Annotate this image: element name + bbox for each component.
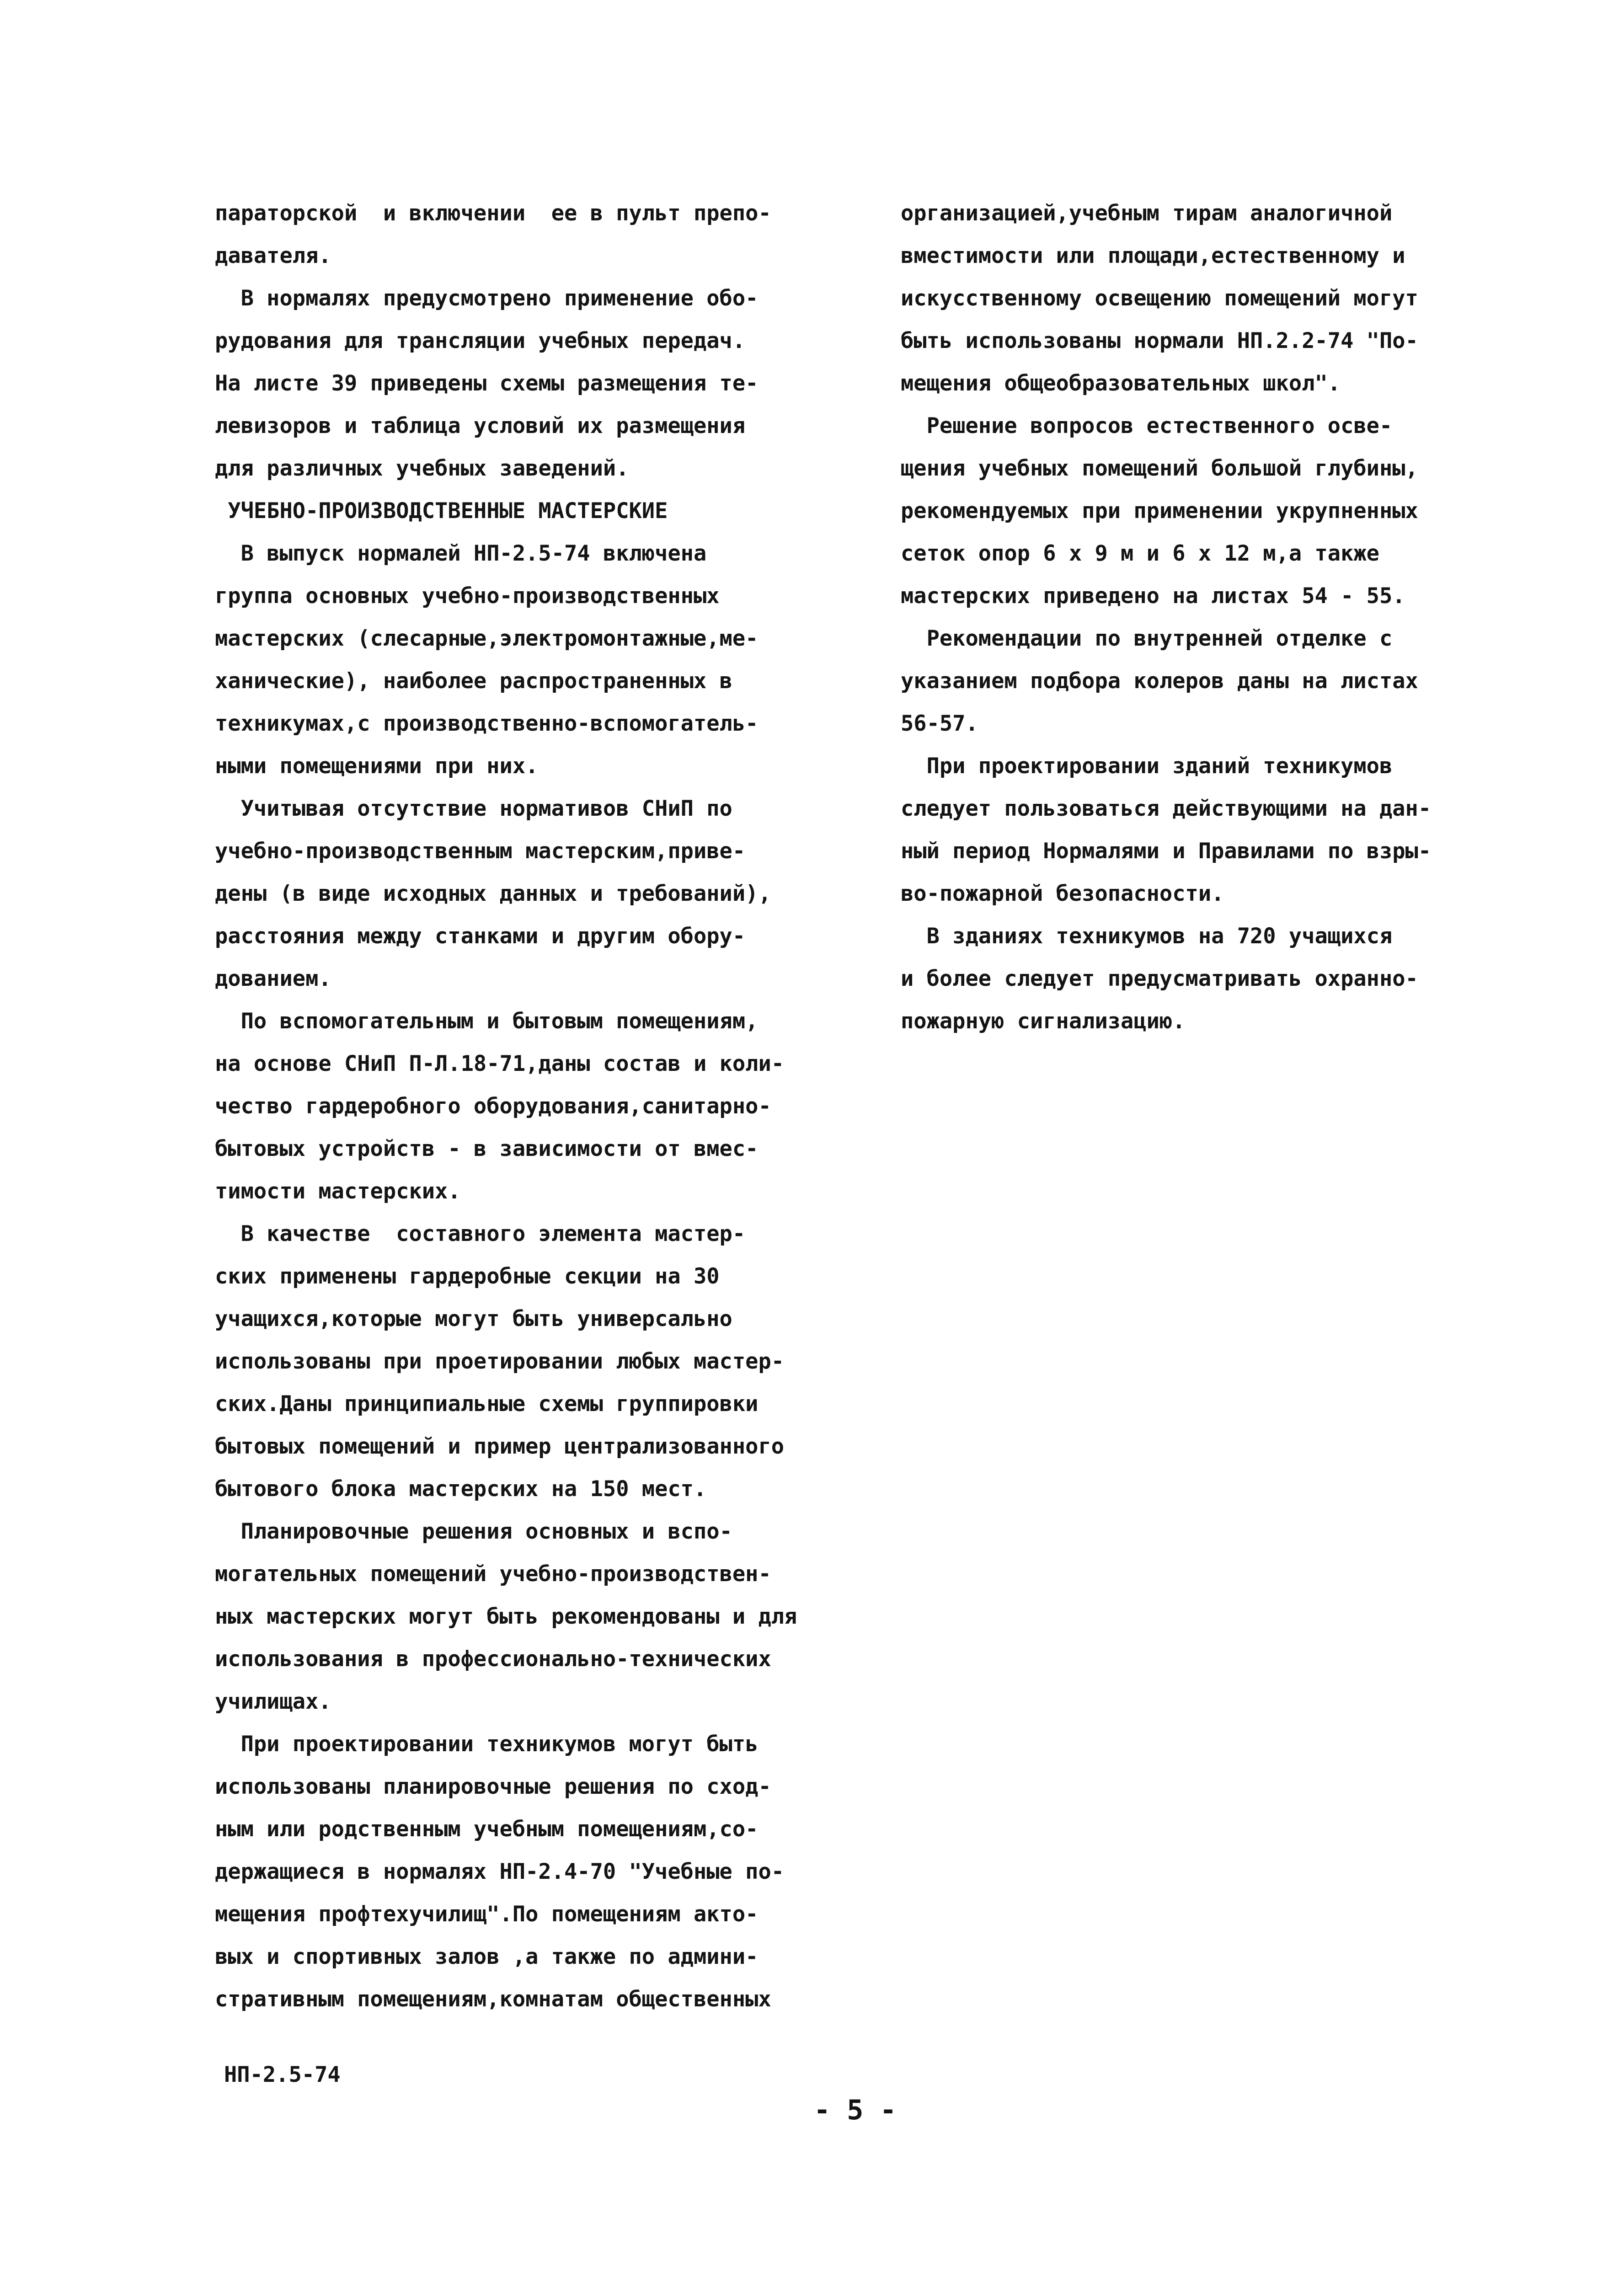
text-line: во-пожарной безопасности.	[901, 881, 1224, 906]
text-line: мастерских приведено на листах 54 - 55.	[901, 583, 1405, 609]
text-line: бытовых устройств - в зависимости от вмес-	[215, 1136, 759, 1161]
text-line: ханические), наиболее распространенных в	[215, 668, 732, 694]
text-line: пожарную сигнализацию.	[901, 1009, 1186, 1034]
text-line: мещения профтехучилищ".По помещениям акто-	[215, 1902, 759, 1927]
text-line: рудования для трансляции учебных передач.	[215, 328, 746, 353]
text-line: учащихся,которые могут быть универсально	[215, 1306, 732, 1331]
left-text-column	[215, 192, 823, 2021]
paragraph	[215, 490, 823, 532]
text-line: 56-57.	[901, 711, 978, 736]
text-line: дены (в виде исходных данных и требований),	[215, 881, 771, 906]
paragraph	[901, 405, 1431, 617]
text-line: указанием подбора колеров даны на листах	[901, 668, 1418, 694]
text-line: использования в профессионально-технических	[215, 1647, 771, 1672]
paragraph	[215, 1000, 823, 1213]
paragraph	[215, 1723, 823, 2021]
text-line: Учитывая отсутствие нормативов СНиП по	[215, 796, 732, 821]
paragraph	[215, 277, 823, 490]
text-line: быть использованы нормали НП.2.2-74 "По-	[901, 328, 1418, 353]
text-line: щения учебных помещений большой глубины,	[901, 456, 1418, 481]
text-line: для различных учебных заведений.	[215, 456, 629, 481]
text-line: стративным помещениям,комнатам общественных	[215, 1987, 771, 2012]
text-line: следует пользоваться действующими на дан-	[901, 796, 1432, 821]
text-line: техникумах,с производственно-вспомогатель-	[215, 711, 759, 736]
text-line: ных мастерских могут быть рекомендованы и для	[215, 1604, 797, 1629]
text-line: ских применены гардеробные секции на 30	[215, 1264, 720, 1289]
text-line: ными помещениями при них.	[215, 754, 539, 779]
text-line: параторской и включении ее в пульт препо-	[215, 201, 771, 226]
text-line: училищах.	[215, 1689, 331, 1714]
text-line: держащиеся в нормалях НП-2.4-70 "Учебные по-	[215, 1859, 785, 1884]
text-line: В качестве составного элемента мастер-	[215, 1221, 746, 1246]
page-number: - 5 -	[814, 2094, 897, 2126]
text-line: учебно-производственным мастерским,приве-	[215, 839, 746, 864]
text-line: вместимости или площади,естественному и	[901, 243, 1405, 268]
text-line: искусственному освещению помещений могут	[901, 286, 1418, 311]
text-line: ских.Даны принципиальные схемы группировки	[215, 1391, 759, 1417]
text-line: При проектировании техникумов могут быть	[215, 1732, 759, 1757]
paragraph	[215, 1213, 823, 1510]
text-line: Рекомендации по внутренней отделке с	[901, 626, 1393, 651]
text-line: По вспомогательным и бытовым помещениям,	[215, 1009, 759, 1034]
document-code: НП-2.5-74	[224, 2062, 341, 2087]
text-line: Решение вопросов естественного осве-	[901, 413, 1393, 438]
paragraph	[215, 1510, 823, 1723]
text-line: использованы планировочные решения по сход-	[215, 1774, 771, 1799]
paragraph	[901, 617, 1431, 745]
right-text-column	[901, 192, 1431, 1043]
text-line: левизоров и таблица условий их размещения	[215, 413, 746, 438]
text-line: и более следует предусматривать охранно-	[901, 966, 1418, 991]
paragraph	[901, 192, 1431, 405]
text-line: УЧЕБНО-ПРОИЗВОДСТВЕННЫЕ МАСТЕРСКИЕ	[215, 498, 668, 524]
text-line: группа основных учебно-производственных	[215, 583, 720, 609]
text-line: давателя.	[215, 243, 331, 268]
text-line: могательных помещений учебно-производствен-	[215, 1561, 771, 1587]
text-line: В зданиях техникумов на 720 учащихся	[901, 924, 1393, 949]
paragraph	[215, 787, 823, 1000]
text-line: В выпуск нормалей НП-2.5-74 включена	[215, 541, 707, 566]
text-line: тимости мастерских.	[215, 1179, 461, 1204]
text-line: На листе 39 приведены схемы размещения те-	[215, 371, 759, 396]
text-line: бытового блока мастерских на 150 мест.	[215, 1476, 707, 1502]
text-line: бытовых помещений и пример централизованного	[215, 1434, 785, 1459]
paragraph	[215, 192, 823, 277]
text-line: организацией,учебным тирам аналогичной	[901, 201, 1393, 226]
text-line: использованы при проетировании любых мастер-	[215, 1349, 785, 1374]
text-line: В нормалях предусмотрено применение обо-	[215, 286, 759, 311]
text-line: мастерских (слесарные,электромонтажные,ме-	[215, 626, 759, 651]
text-line: ный период Нормалями и Правилами по взры-	[901, 839, 1432, 864]
text-line: дованием.	[215, 966, 331, 991]
paragraph	[215, 532, 823, 787]
text-line: Планировочные решения основных и вспо-	[215, 1519, 732, 1544]
text-line: расстояния между станками и другим обору-	[215, 924, 746, 949]
text-line: мещения общеобразовательных школ".	[901, 371, 1341, 396]
text-line: ным или родственным учебным помещениям,со-	[215, 1817, 759, 1842]
paragraph	[901, 915, 1431, 1043]
paragraph	[901, 745, 1431, 915]
text-line: При проектировании зданий техникумов	[901, 754, 1393, 779]
text-line: на основе СНиП П-Л.18-71,даны состав и коли-	[215, 1051, 785, 1076]
text-line: чество гардеробного оборудования,санитарно-	[215, 1094, 771, 1119]
text-line: рекомендуемых при применении укрупненных	[901, 498, 1418, 524]
text-line: сеток опор 6 x 9 м и 6 x 12 м,а также	[901, 541, 1379, 566]
text-line: вых и спортивных залов ,а также по админи-	[215, 1944, 759, 1969]
